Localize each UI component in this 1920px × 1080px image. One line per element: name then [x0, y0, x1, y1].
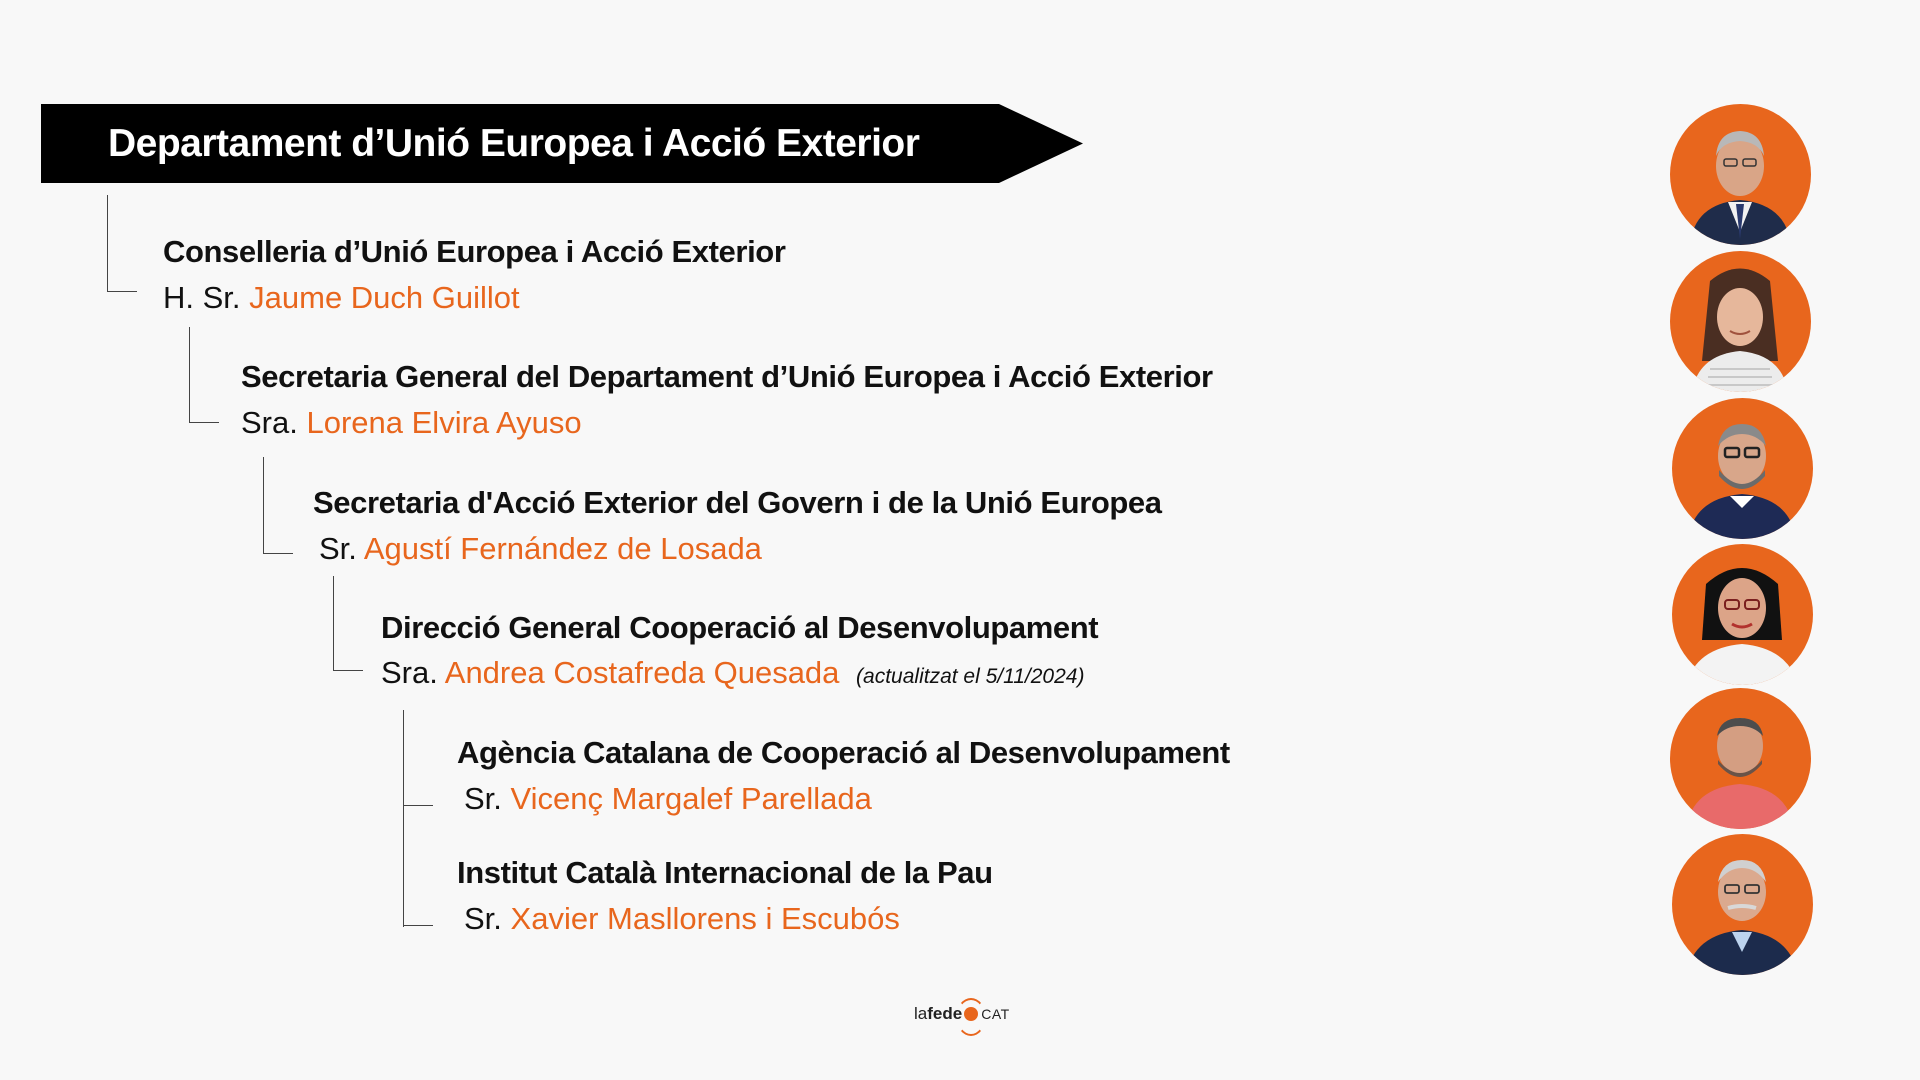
tree-connector	[403, 925, 433, 926]
tree-connector	[403, 710, 404, 927]
node-person	[319, 531, 762, 567]
tree-connector	[263, 457, 293, 554]
portrait-avatar	[1670, 251, 1811, 392]
person-prefix: Sra.	[381, 655, 438, 690]
portrait-avatar	[1670, 688, 1811, 829]
node-person	[163, 280, 520, 316]
node-title: Direcció General Cooperació al Desenvolupament	[381, 610, 1099, 645]
person-name: Lorena Elvira Ayuso	[306, 405, 582, 440]
person-name: Jaume Duch Guillot	[249, 280, 520, 315]
node-title: Secretaria General del Departament d’Unió Europea i Acció Exterior	[241, 359, 1213, 394]
portrait-avatar	[1672, 834, 1813, 975]
person-name: Agustí Fernández de Losada	[363, 531, 762, 566]
portrait-avatar-icon	[1670, 251, 1811, 392]
portrait-avatar-icon	[1672, 398, 1813, 539]
node-person	[464, 901, 900, 937]
person-prefix: Sra.	[241, 405, 298, 440]
node-title: Secretaria d'Acció Exterior del Govern i de la Unió Europea	[313, 485, 1162, 520]
node-title: Agència Catalana de Cooperació al Desenvolupament	[457, 735, 1230, 770]
tree-connector	[333, 576, 363, 671]
node-person	[464, 781, 872, 817]
lafede-logo	[914, 1004, 1010, 1024]
person-name: Xavier Masllorens i Escubós	[510, 901, 900, 936]
tree-connector	[189, 327, 219, 423]
portrait-avatar	[1670, 104, 1811, 245]
logo-cat: CAT	[981, 1006, 1010, 1022]
portrait-avatar-icon	[1672, 544, 1813, 685]
logo-la: la	[914, 1004, 928, 1023]
portrait-avatar-icon	[1670, 104, 1811, 245]
update-note: (actualitzat el 5/11/2024)	[856, 665, 1085, 688]
node-person	[381, 655, 1084, 691]
portrait-avatar	[1672, 544, 1813, 685]
portrait-avatar-icon	[1672, 834, 1813, 975]
node-person	[241, 405, 582, 441]
logo-fede: fede	[927, 1004, 963, 1023]
page-title: Departament d’Unió Europea i Acció Exterior	[108, 122, 920, 165]
person-prefix: H. Sr.	[163, 280, 241, 315]
person-name: Vicenç Margalef Parellada	[510, 781, 872, 816]
tree-connector	[107, 195, 137, 292]
person-prefix: Sr.	[319, 531, 357, 566]
logo-arc-icon	[956, 998, 986, 1036]
person-name: Andrea Costafreda Quesada	[444, 655, 840, 690]
person-prefix: Sr.	[464, 901, 502, 936]
portrait-avatar	[1672, 398, 1813, 539]
tree-connector	[403, 805, 433, 806]
person-prefix: Sr.	[464, 781, 502, 816]
node-title: Institut Català Internacional de la Pau	[457, 855, 993, 890]
portrait-avatar-icon	[1670, 688, 1811, 829]
node-title: Conselleria d’Unió Europea i Acció Exterior	[163, 234, 786, 269]
